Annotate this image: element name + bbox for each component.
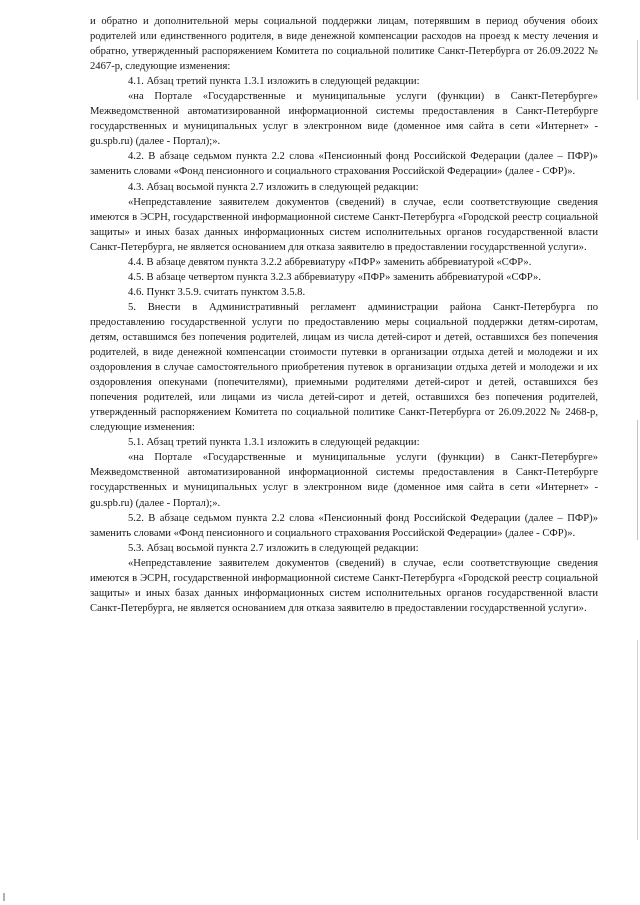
scan-edge-artifact [637, 640, 638, 840]
paragraph-5-3: 5.3. Абзац восьмой пункта 2.7 изложить в следующей редакции: [128, 542, 419, 554]
paragraph-4-4: 4.4. В абзаце девятом пункта 3.2.2 аббревиатуру «ПФР» заменить аббревиатурой «СФР». [128, 256, 532, 268]
paragraph-5: 5. Внести в Административный регламент администрации района Санкт-Петербурга по предоставлению государственной услуги по предоставлению меры социальной поддержки детям-сиротам, детям, оставшимся без попечения родителей, лицам из числа детей-сирот и детей, оставшихся без попечения родителей, в виде денежной компенсации стоимости путевки в организации отдыха детей и молодежи и их оздоровления в случае самостоятельного приобретения путевок в организации отдыха детей и молодежи и их оздоровления опекунами (попечителями), приемными родителями детей-сирот и детей, оставшихся без попечения родителей, или лицами из числа детей-сирот и детей, оставшихся без попечения родителей, утвержденный распоряжением Комитета по социальной политике Санкт-Петербурга от 26.09.2022 № 2468-р, следующие изменения: [90, 301, 598, 434]
paragraph-4-6: 4.6. Пункт 3.5.9. считать пунктом 3.5.8. [128, 286, 306, 298]
paragraph-4-1-quote: «на Портале «Государственные и муниципальные услуги (функции) в Санкт-Петербурге» Межведомственной автоматизированной информационной системы предоставления в Санкт-Петербурге государственных и муниципальных услуг в электронном виде (доменное имя сайта в сети «Интернет» - gu.spb.ru) (далее - Портал);». [90, 91, 598, 148]
document-page [90, 14, 598, 616]
paragraph-4-2: 4.2. В абзаце седьмом пункта 2.2 слова «Пенсионный фонд Российской Федерации (далее – ПФР)» заменить словами «Фонд пенсионного и социального страхования Российской Федерации» (далее - СФР)». [90, 151, 598, 178]
paragraph-4-3-quote: «Непредставление заявителем документов (сведений) в случае, если соответствующие сведения имеются в ЭСРН, государственной информационной системе Санкт-Петербурга «Городской реестр социальной защиты» и иных базах данных информационных систем исполнительных органов государственной власти Санкт-Петербурга, не является основанием для отказа заявителю в предоставлении государственной услуги». [90, 196, 598, 253]
paragraph-4-1: 4.1. Абзац третий пункта 1.3.1 изложить в следующей редакции: [128, 76, 420, 88]
scan-edge-artifact [637, 40, 638, 100]
paragraph-5-1: 5.1. Абзац третий пункта 1.3.1 изложить в следующей редакции: [128, 437, 420, 449]
scan-edge-artifact [637, 420, 638, 540]
paragraph-5-2: 5.2. В абзаце седьмом пункта 2.2 слова «Пенсионный фонд Российской Федерации (далее – ПФР)» заменить словами «Фонд пенсионного и социального страхования Российской Федерации» (далее - СФР)». [90, 512, 598, 539]
paragraph-4-3: 4.3. Абзац восьмой пункта 2.7 изложить в следующей редакции: [128, 181, 419, 193]
paragraph-4-5: 4.5. В абзаце четвертом пункта 3.2.3 аббревиатуру «ПФР» заменить аббревиатурой «СФР». [128, 271, 541, 283]
scan-corner-artifact [3, 893, 5, 901]
paragraph-5-1-quote: «на Портале «Государственные и муниципальные услуги (функции) в Санкт-Петербурге» Межведомственной автоматизированной информационной системы предоставления в Санкт-Петербурге государственных и муниципальных услуг в электронном виде (доменное имя сайта в сети «Интернет» - gu.spb.ru) (далее - Портал);». [90, 452, 598, 509]
paragraph-5-3-quote: «Непредставление заявителем документов (сведений) в случае, если соответствующие сведения имеются в ЭСРН, государственной информационной системе Санкт-Петербурга «Городской реестр социальной защиты» и иных базах данных информационных систем исполнительных органов государственной власти Санкт-Петербурга, не является основанием для отказа заявителю в предоставлении государственной услуги». [90, 557, 598, 614]
paragraph-continuation: и обратно и дополнительной меры социальной поддержки лицам, потерявшим в период обучения обоих родителей или единственного родителя, в виде денежной компенсации расходов на проезд к месту лечения и обратно, утвержденный распоряжением Комитета по социальной политике Санкт-Петербурга от 26.09.2022 № 2467-р, следующие изменения: [90, 16, 598, 73]
